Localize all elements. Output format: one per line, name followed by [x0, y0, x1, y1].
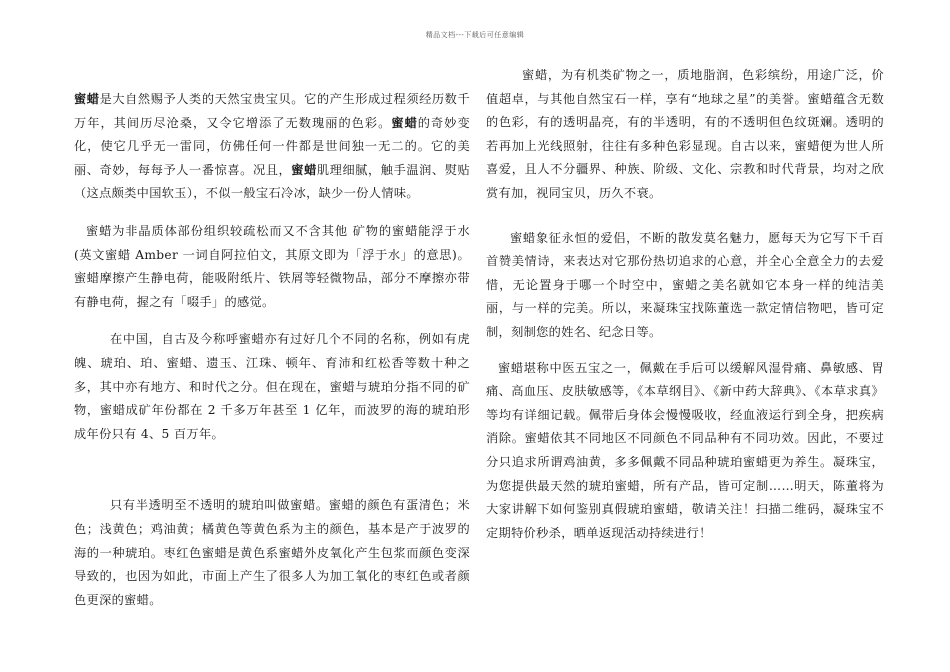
- right-paragraph-1: 蜜蜡，为有机类矿物之一，质地脂润，色彩缤纷，用途广泛，价值超卓，与其他自然宝石一样，享有“地球之星”的美誉。蜜蜡蕴含无数的色彩，有的透明晶亮，有的半透明，有的不透明但色纹斑斓。透明的若再加上光线照射，往往有多种色彩显现。自古以来，蜜蜡便为世人所喜爱，且人不分疆界、种族、阶级、文化、宗教和时代背景，均对之欣赏有加，视同宝贝，历久不衰。: [486, 68, 884, 200]
- left-paragraph-3: 在中国，自古及今称呼蜜蜡亦有过好几个不同的名称，例如有虎魄、琥珀、珀、蜜蜡、遗玉、江珠、顿年、育沛和红松香等数十种之多，其中亦有地方、和时代之分。但在现在，蜜蜡与琥珀分指不同的矿物，蜜蜡成矿年份都在 2 千多万年甚至 1 亿年，而波罗的海的琥珀形成年份只有 4、5 百万年。: [74, 332, 470, 441]
- left-paragraph-2: 蜜蜡为非晶质体部份组织较疏松而又不含其他 矿物的蜜蜡能浮于水(英文蜜蜡 Amber 一词自阿拉伯文，其原文即为「浮于水」的意思)。蜜蜡摩擦产生静电荷，能吸附纸片、铁屑等轻微物品，部分不摩擦亦带有静电荷，握之有「啜手」的感觉。: [74, 223, 470, 309]
- page-header: 精品文档---下载后可任意编辑: [425, 31, 525, 39]
- bold-term: 蜜蜡: [291, 162, 317, 177]
- bold-term: 蜜蜡: [74, 92, 100, 106]
- right-paragraph-2: 蜜蜡象征永恒的爱侣，不断的散发莫名魅力，愿每天为它写下千百首赞美情诗，来表达对它那份热切追求的心意，并全心全意全力的去爱惜，无论置身于哪一个时空中，蜜蜡之美名就如它本身一样的纯洁美丽，与一样的完美。所以，来凝珠宝找陈董选一款定情信物吧，皆可定制，刻制您的姓名、纪念日等。: [486, 230, 884, 339]
- left-paragraph-4: 只有半透明至不透明的琥珀叫做蜜蜡。蜜蜡的颜色有蛋清色；米色；浅黄色；鸡油黄；橘黄色等黄色系为主的颜色，基本是产于波罗的海的一种琥珀。枣红色蜜蜡是黄色系蜜蜡外皮氧化产生包浆而颜色变深导致的，也因为如此，市面上产生了很多人为加工氧化的枣红色或者颜色更深的蜜蜡。: [74, 498, 470, 607]
- right-paragraph-3: 蜜蜡堪称中医五宝之一，佩戴在手后可以缓解风湿骨痛、鼻敏感、胃痛、高血压、皮肤敏感等，《本草纲目》、《新中药大辞典》、《本草求真》等均有详细记载。佩带后身体会慢慢吸收，经血液运行到全身，把疾病消除。蜜蜡依其不同地区不同颜色不同品种有不同功效。因此，不要过分只追求所谓鸡油黄，多多佩戴不同品种琥珀蜜蜡更为养生。凝珠宝，为您提供最天然的琥珀蜜蜡，所有产品，皆可定制……明天，陈董将为大家讲解下如何鉴别真假琥珀蜜蜡，敬请关注！扫描二维码，凝珠宝不定期特价秒杀，晒单返现活动持续进行！: [486, 360, 884, 540]
- left-paragraph-1: 蜜蜡是大自然赐予人类的天然宝贵宝贝。它的产生形成过程须经历数千万年，其间历尽沧桑，又令它增添了无数瑰丽的色彩。蜜蜡的奇妙变化，使它几乎无一雷同，仿佛任何一件都是世间独一无二的。它的美丽、奇妙，每每予人一番惊喜。况且，蜜蜡肌理细腻，触手温润、熨贴（这点颇类中国软玉），不似一般宝石冷冰，缺少一份人情味。: [74, 92, 471, 201]
- bold-term: 蜜蜡: [391, 115, 418, 130]
- left-column: [74, 88, 470, 612]
- right-column: [486, 64, 884, 545]
